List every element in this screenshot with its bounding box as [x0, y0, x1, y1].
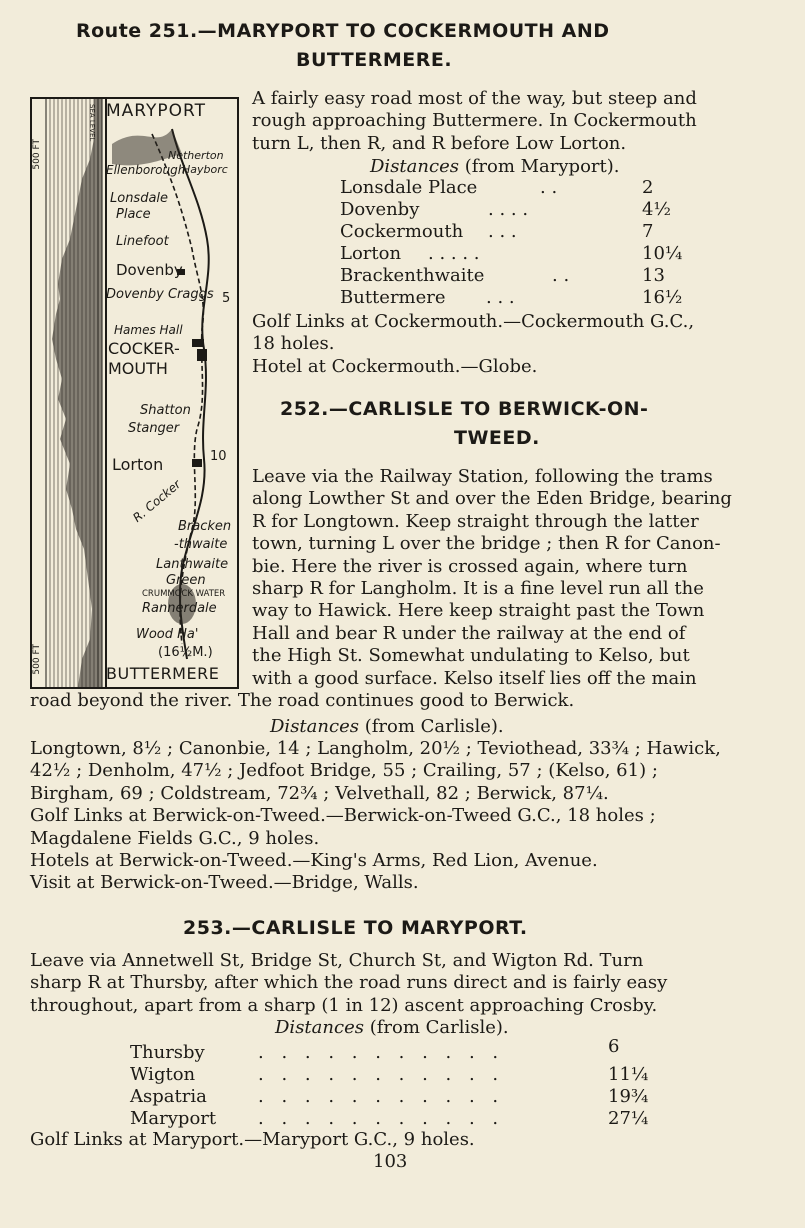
route-252-distance-line: Longtown, 8½ ; Canonbie, 14 ; Langholm, 20½ ; Teviothead, 33¾ ; Hawick, [30, 738, 721, 759]
distance-place: Thursby [130, 1042, 205, 1063]
route-252-hotels: Hotels at Berwick-on-Tweed.—King's Arms, Red Lion, Avenue. [30, 850, 598, 872]
route-252-distance-line: 42½ ; Denholm, 47½ ; Jedfoot Bridge, 55 ; Crailing, 57 ; (Kelso, 61) ; [30, 760, 658, 782]
distance-row [340, 221, 670, 243]
map-label-dovenby: Dovenby [116, 261, 183, 279]
map-label-r-cocker: R. Cocker [130, 477, 184, 525]
map-title-buttermere: BUTTERMERE [106, 664, 220, 683]
distance-row [340, 287, 683, 309]
route-252-body-line: with a good surface. Kelso itself lies off the main [252, 667, 697, 689]
distance-miles: 16½ [642, 287, 683, 308]
map-label-stanger: Stanger [128, 421, 180, 436]
distance-dots: . . . . . . . . . . . [258, 1064, 505, 1085]
map-sea-level: SEA LEVEL [88, 104, 96, 142]
route-253-body [30, 950, 667, 1017]
distance-row [340, 243, 683, 265]
route-252-body-line: the High St. Somewhat undulating to Kelso, but [252, 645, 690, 667]
distance-row [340, 177, 670, 199]
distance-dots: . . . . . [428, 243, 480, 264]
map-title-maryport: MARYPORT [106, 101, 206, 121]
route-252-golf: Golf Links at Berwick-on-Tweed.—Berwick-on-Tweed G.C., 18 holes ; [30, 805, 656, 827]
map-scale-bottom: 500 FT [32, 644, 42, 675]
route-252-body-line: town, turning L over the bridge ; then R for Canon- [252, 533, 721, 555]
distance-dots: . . . . . . . . . . . [258, 1086, 505, 1107]
route-252-body-line: bie. Here the river is crossed again, where turn [252, 555, 688, 577]
map-label-ellenborough: Ellenborough [106, 163, 186, 177]
distances-from: (from Carlisle). [364, 716, 504, 737]
distance-place: Cockermouth [340, 221, 464, 242]
distance-miles: 6 [608, 1036, 620, 1057]
distance-row [130, 1064, 650, 1086]
distance-row [130, 1108, 650, 1130]
distance-miles: 27¼ [608, 1108, 649, 1129]
route-252-body-line: Hall and bear R under the railway at the end of [252, 622, 686, 644]
distance-dots: . . [540, 177, 558, 198]
route-251-distances-heading [370, 156, 620, 178]
route-253-heading: 253.—CARLISLE TO MARYPORT. [183, 917, 528, 939]
map-label-bracken: Bracken [178, 519, 232, 534]
route-251-intro-line: turn L, then R, and R before Low Lorton. [252, 132, 627, 154]
distance-row [340, 265, 670, 287]
distance-miles: 11¼ [608, 1064, 649, 1085]
route-strip-map [30, 97, 239, 689]
distance-place: Brackenthwaite [340, 265, 485, 286]
distance-dots: . . . . . . . . . . . [258, 1042, 505, 1063]
map-label-hames-hall: Hames Hall [114, 323, 183, 337]
map-milestone-5: 5 [222, 291, 231, 306]
map-label-place: Place [116, 207, 151, 222]
distance-place: Lorton [340, 243, 402, 264]
distance-dots: . . . [488, 221, 517, 242]
route-252-distances-heading [270, 716, 504, 738]
map-label-lonsdale: Lonsdale [110, 191, 169, 206]
route-252-visit: Visit at Berwick-on-Tweed.—Bridge, Walls. [30, 872, 419, 894]
route-251-intro-line: rough approaching Buttermere. In Cockermouth [252, 110, 697, 132]
map-label-cocker: COCKER- [108, 339, 180, 358]
route-252-golf-cont: Magdalene Fields G.C., 9 holes. [30, 827, 320, 849]
route-251-golf-cont: 18 holes. [252, 333, 335, 355]
route-253-distance-table [130, 1036, 650, 1132]
route-253-golf: Golf Links at Maryport.—Maryport G.C., 9 holes. [30, 1129, 475, 1150]
route-253-body-line: Leave via Annetwell St, Bridge St, Church St, and Wigton Rd. Turn [30, 950, 644, 971]
route-252-body [252, 466, 732, 690]
route-251-hotel: Hotel at Cockermouth.—Globe. [252, 355, 538, 377]
distance-row [130, 1036, 650, 1064]
distance-dots: . . . [486, 287, 515, 308]
route-251-golf: Golf Links at Cockermouth.—Cockermouth G.C., [252, 311, 695, 332]
map-label-crummock-water: CRUMMOCK WATER [142, 589, 226, 599]
route-252-body-line: R for Longtown. Keep straight through the latter [252, 510, 699, 532]
distance-row [340, 199, 670, 221]
map-label-rannerdale: Rannerdale [142, 601, 217, 616]
route-251-intro-line: A fairly easy road most of the way, but steep and [252, 88, 697, 109]
distance-miles: 13 [642, 265, 665, 286]
distance-miles: 10¼ [642, 243, 683, 264]
map-label-wood-ha: Wood Ha' [136, 627, 199, 642]
distance-dots: . . . . . . . . . . . [258, 1108, 505, 1129]
route-253-body-line: sharp R at Thursby, after which the road runs direct and is fairly easy [30, 972, 668, 994]
route-252-heading: 252.—CARLISLE TO BERWICK-ON- [280, 398, 649, 420]
map-label-netherton: Netherton [168, 149, 224, 162]
route-252-distance-line: Birgham, 69 ; Coldstream, 72¾ ; Velvethall, 82 ; Berwick, 87¼. [30, 782, 609, 804]
distance-miles: 4½ [642, 199, 671, 220]
route-251-heading-cont: BUTTERMERE. [296, 49, 453, 71]
route-252-body-line: along Lowther St and over the Eden Bridge, bearing [252, 488, 732, 510]
map-label-total-distance: (16½M.) [158, 645, 213, 660]
distance-place: Buttermere [340, 287, 446, 308]
distance-place: Aspatria [130, 1086, 207, 1107]
distances-label: Distances [270, 716, 359, 737]
map-label-mouth: MOUTH [108, 359, 168, 378]
route-252-body-last-line: road beyond the river. The road continues good to Berwick. [30, 690, 575, 711]
route-253-body-line: throughout, apart from a sharp (1 in 12) ascent approaching Crosby. [30, 994, 658, 1016]
distance-miles: 19¾ [608, 1086, 649, 1107]
distances-label: Distances [370, 156, 459, 177]
map-milestone-10: 10 [210, 449, 227, 464]
distances-label: Distances [275, 1017, 364, 1038]
distance-dots: . . [552, 265, 570, 286]
route-252-body-line: way to Hawick. Here keep straight past the Town [252, 600, 705, 622]
distances-from: (from Carlisle). [369, 1017, 509, 1038]
map-scale-top: 500 FT [32, 139, 42, 170]
route-251-heading: Route 251.—MARYPORT TO COCKERMOUTH AND [76, 20, 610, 42]
map-label-lanthwaite: Lanthwaite [156, 557, 229, 572]
map-label-shatton: Shatton [140, 403, 191, 418]
map-label-green: Green [166, 573, 206, 588]
route-252-distances [30, 738, 721, 895]
map-label-thwaite: -thwaite [174, 537, 228, 552]
map-label-dovenby-craggs: Dovenby Craggs [106, 287, 214, 302]
route-251-distance-table [340, 177, 683, 312]
route-252-body-line: Leave via the Railway Station, following the trams [252, 466, 713, 487]
route-252-body-line: sharp R for Langholm. It is a fine level run all the [252, 578, 704, 600]
distances-from: (from Maryport). [464, 156, 620, 177]
distance-row [130, 1086, 650, 1108]
route-251-facilities [252, 311, 694, 378]
route-253-distances-heading [275, 1017, 509, 1039]
distance-miles: 7 [642, 221, 654, 242]
route-251-intro [252, 88, 697, 155]
route-252-heading-cont: TWEED. [454, 427, 540, 449]
map-label-linefoot: Linefoot [116, 234, 169, 249]
distance-dots: . . . . [488, 199, 529, 220]
distance-place: Lonsdale Place [340, 177, 478, 198]
map-label-lorton: Lorton [112, 455, 164, 474]
map-label-hayborc: Hayborc [182, 163, 228, 176]
distance-place: Wigton [130, 1064, 196, 1085]
page-number: 103 [373, 1151, 408, 1172]
distance-miles: 2 [642, 177, 654, 198]
distance-place: Maryport [130, 1108, 217, 1129]
distance-place: Dovenby [340, 199, 420, 220]
